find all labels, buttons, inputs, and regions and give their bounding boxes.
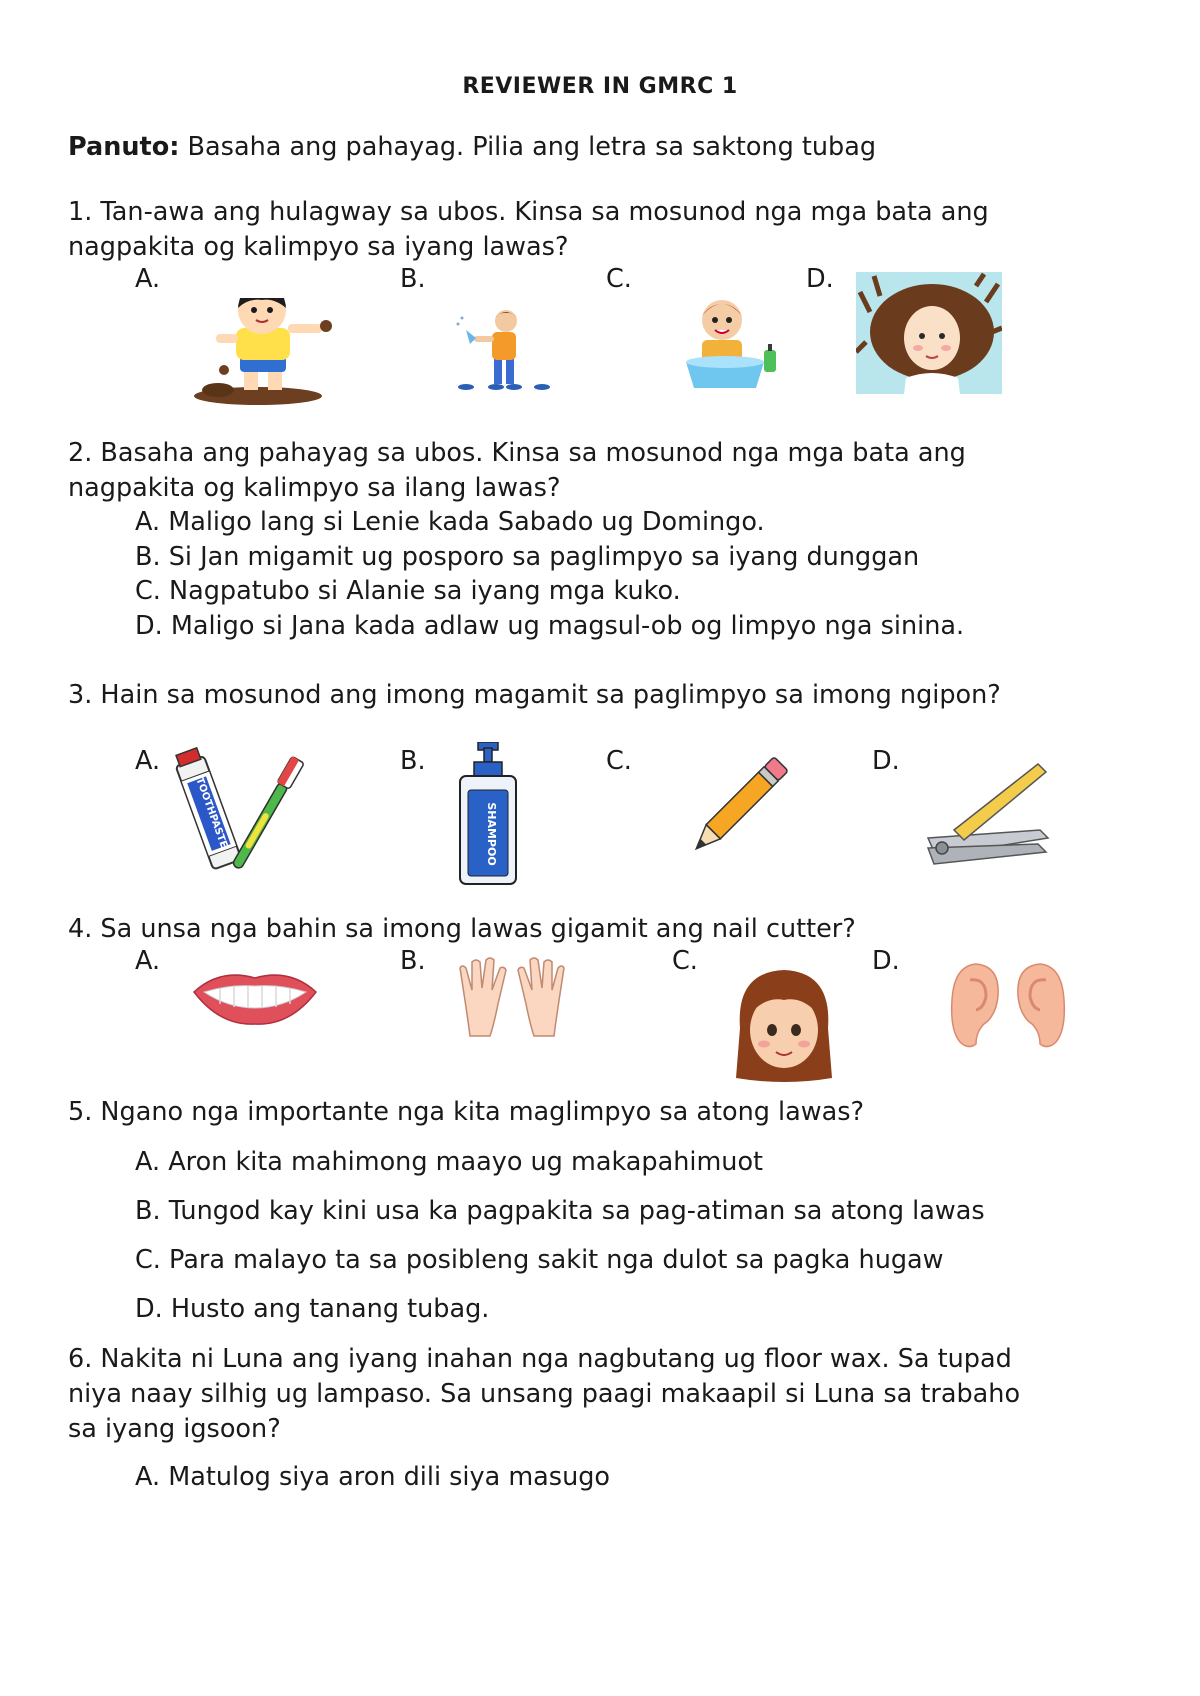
handwashing-boy-icon[interactable] bbox=[682, 294, 780, 392]
question-6-line-1: 6. Nakita ni Luna ang iyang inahan nga nagbutang ug floor wax. Sa tupad bbox=[68, 1344, 1012, 1374]
question-4-line-1: 4. Sa unsa nga bahin sa imong lawas gigamit ang nail cutter? bbox=[68, 914, 856, 944]
muddy-boy-icon[interactable] bbox=[188, 298, 338, 406]
girl-face-icon[interactable] bbox=[732, 968, 836, 1086]
instructions-lead: Panuto: bbox=[68, 132, 180, 162]
question-1-line-1: 1. Tan-awa ang hulagway sa ubos. Kinsa sa mosunod nga mga bata ang bbox=[68, 197, 989, 227]
q1-choice-c-letter[interactable]: C. bbox=[606, 264, 632, 294]
question-6-line-3: sa iyang igsoon? bbox=[68, 1414, 281, 1444]
q3-choice-a-letter[interactable]: A. bbox=[135, 746, 161, 776]
q3-choice-c-letter[interactable]: C. bbox=[606, 746, 632, 776]
pencil-icon[interactable] bbox=[684, 752, 792, 862]
question-1-line-2: nagpakita og kalimpyo sa iyang lawas? bbox=[68, 232, 569, 262]
q5-choice-c[interactable]: C. Para malayo ta sa posibleng sakit nga dulot sa pagka hugaw bbox=[135, 1245, 944, 1275]
q6-choice-a[interactable]: A. Matulog siya aron dili siya masugo bbox=[135, 1462, 611, 1492]
q1-choice-a-letter[interactable]: A. bbox=[135, 264, 161, 294]
q5-choice-b[interactable]: B. Tungod kay kini usa ka pagpakita sa pag-atiman sa atong lawas bbox=[135, 1196, 985, 1226]
q4-choice-c-letter[interactable]: C. bbox=[672, 946, 698, 976]
toothpaste-toothbrush-icon[interactable] bbox=[168, 744, 304, 880]
nail-cutter-icon[interactable] bbox=[920, 760, 1056, 870]
q5-choice-a[interactable]: A. Aron kita mahimong maayo ug makapahimuot bbox=[135, 1147, 764, 1177]
instructions-text: Basaha ang pahayag. Pilia ang letra sa saktong tubag bbox=[179, 132, 877, 162]
q3-choice-b-letter[interactable]: B. bbox=[400, 746, 426, 776]
toothpaste-label: TOOTHPASTE bbox=[193, 776, 230, 850]
question-2-line-2: nagpakita og kalimpyo sa ilang lawas? bbox=[68, 473, 561, 503]
ears-icon[interactable] bbox=[946, 960, 1070, 1052]
q4-choice-b-letter[interactable]: B. bbox=[400, 946, 426, 976]
shampoo-label: SHAMPOO bbox=[485, 802, 498, 866]
q2-choice-b[interactable]: B. Si Jan migamit ug posporo sa paglimpyo sa iyang dunggan bbox=[135, 542, 920, 572]
q2-choice-a[interactable]: A. Maligo lang si Lenie kada Sabado ug Domingo. bbox=[135, 507, 765, 537]
instructions bbox=[68, 128, 876, 166]
shampoo-bottle-icon[interactable] bbox=[456, 742, 520, 886]
q4-choice-a-letter[interactable]: A. bbox=[135, 946, 161, 976]
q2-choice-d[interactable]: D. Maligo si Jana kada adlaw ug magsul-ob og limpyo nga sinina. bbox=[135, 611, 965, 641]
hands-icon[interactable] bbox=[454, 954, 570, 1038]
question-3-line-1: 3. Hain sa mosunod ang imong magamit sa paglimpyo sa imong ngipon? bbox=[68, 680, 1001, 710]
q1-choice-b-letter[interactable]: B. bbox=[400, 264, 426, 294]
messy-hair-girl-icon[interactable] bbox=[856, 272, 1002, 394]
mouth-teeth-icon[interactable] bbox=[190, 964, 320, 1028]
q1-choice-d-letter[interactable]: D. bbox=[806, 264, 834, 294]
q4-choice-d-letter[interactable]: D. bbox=[872, 946, 900, 976]
question-2-line-1: 2. Basaha ang pahayag sa ubos. Kinsa sa mosunod nga mga bata ang bbox=[68, 438, 966, 468]
q5-choice-d[interactable]: D. Husto ang tanang tubag. bbox=[135, 1294, 490, 1324]
page-title: REVIEWER IN GMRC 1 bbox=[462, 74, 738, 99]
q2-choice-c[interactable]: C. Nagpatubo si Alanie sa iyang mga kuko. bbox=[135, 576, 681, 606]
sneezing-boy-icon[interactable] bbox=[452, 310, 552, 392]
question-5-line-1: 5. Ngano nga importante nga kita maglimpyo sa atong lawas? bbox=[68, 1097, 865, 1127]
question-6-line-2: niya naay silhig ug lampaso. Sa unsang paagi makaapil si Luna sa trabaho bbox=[68, 1379, 1021, 1409]
q3-choice-d-letter[interactable]: D. bbox=[872, 746, 900, 776]
